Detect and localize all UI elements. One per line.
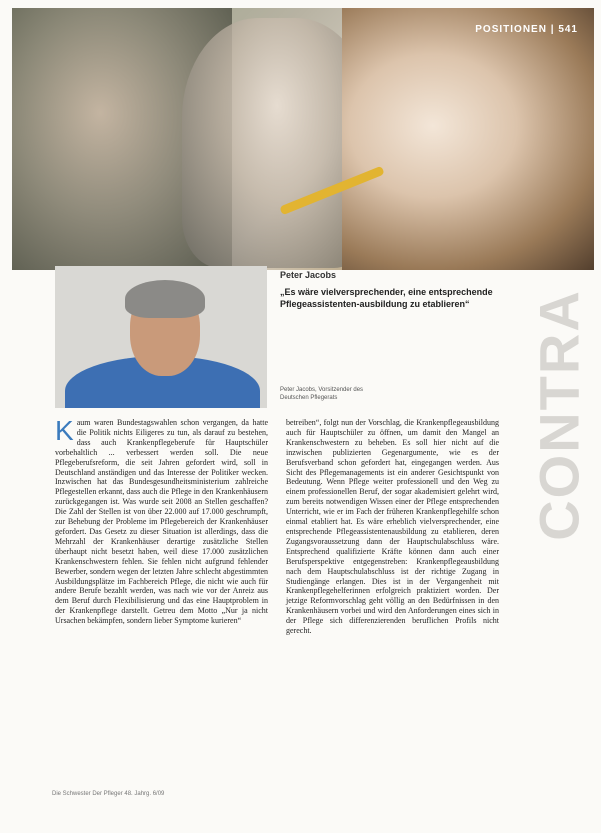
separator: | <box>550 24 559 35</box>
running-head <box>475 24 578 35</box>
photo-figure-right <box>342 8 594 270</box>
side-label <box>527 290 591 540</box>
caption-line-1: Peter Jacobs, Vorsitzender des <box>280 387 364 393</box>
side-label-text: CONTRA <box>527 289 591 541</box>
section-label: POSITIONEN <box>475 24 547 35</box>
page-number: 541 <box>558 24 578 35</box>
author-portrait <box>55 266 267 408</box>
author-quote-box <box>280 266 498 408</box>
article-column-2 <box>286 418 499 763</box>
author-name: Peter Jacobs <box>280 270 337 280</box>
author-caption <box>280 386 363 402</box>
drop-cap: K <box>55 415 74 446</box>
page-footer: Die Schwester Der Pfleger 48. Jahrg. 6/09 <box>52 791 165 797</box>
pull-quote: „Es wäre vielversprechender, eine entsprechende Pflegeassistenten-ausbildung zu etablieren“ <box>280 287 493 309</box>
column-1-text: aum waren Bundestagswahlen schon vergangen, da hatte die Politik nichts Eiligeres zu tun, als darauf zu bestehen, dass auch Krankenpflegeberufe für Hauptschüler vorbehaltlich ... verbessert werden soll. Die neue Pflegeberufsreform, die seit Jahren gefordert wird, soll in Deutschland anständigen und das Interesse der Politiker wecken. Inzwischen hat das Bundesgesundheitsministerium zahlreiche Pflegestellen erkannt, dass auch die Pflege in den Krankenhäusern zurückgegangen ist. Was wurde seit 2008 an Stellen geschaffen? Die Zahl der Stellen ist von über 22.000 auf 17.000 geschrumpft, zur Behebung der Probleme im Pflegebereich der Krankenhäuser gefordert. Das Gesetz zu dieser Situation ist allerdings, dass die Mehrzahl der Krankenhäuser derartige zusätzliche Stellen überhaupt nicht besetzt haben, weil diese 17.000 zusätzlichen Krankenschwestern fehlen. Sie fehlen nicht aufgrund fehlender Bewerber, sondern wegen der letzten Jahre schlecht abgestimmten Ausbildungsplätze im Fachbereich Pflege, die nicht wie auch für andere Berufe bezahlt werden, was nach wie vor der Anreiz aus dem Beruf durch Flexibilisierung und das eine Hauptproblem in der Krankenpflege darstellt. Getreu dem Motto „Nur ja nicht Ursachen bekämpfen, sondern lieber Symptome kurieren“ <box>55 418 268 626</box>
column-2-text: betreiben“, folgt nun der Vorschlag, die Krankenpflegeausbildung auch für Hauptschüler zu öffnen, um damit den Mangel an Krankenschwestern zu beheben. Es soll hier nicht auf die inzwischen publizierten Gegenargumente, wie es der Berufsverband schon gefordert hat, eingegangen werden. Aus Sicht des Pflegemanagements ist ein anderer Gesichtspunkt von Bedeutung. Wenn Pflege weiter professionell und den Weg zu einem professionellen Beruf, der sogar akademisiert gelehrt wird, zum bereits notwendigen Wissen einer der Pflege entsprechenden Unterricht, wie er im Fach der früheren Krankenpflegehilfe schon einmal etabliert hat. Es wäre erheblich vielversprechender, eine entsprechende Pflegeassistentenausbildung zu etablieren, deren Zugangsvoraussetzung dann der Hauptschulabschluss wäre. Entsprechend qualifizierte Kräfte können dann auch einer Berufsperspektive entgegenstreben: Krankenpflegeausbildung nach dem Hauptschulabschluss ist der richtige Zugang in Studiengänge erlangen. Dies ist in der Vergangenheit mit Krankenpflegehelferinnen erfolgreich praktiziert worden. Der jetzige Reformvorschlag geht völlig an den Bedürfnissen in den Krankenhäusern vorbei und wird den Anforderungen eines sich in der Pflege sich differenzierenden beruflichen Profils nicht gerecht. <box>286 418 499 636</box>
article-column-1 <box>55 415 268 763</box>
hero-photo-students <box>12 8 594 270</box>
caption-line-2: Deutschen Pflegerats <box>280 395 338 401</box>
portrait-hair <box>125 280 205 318</box>
